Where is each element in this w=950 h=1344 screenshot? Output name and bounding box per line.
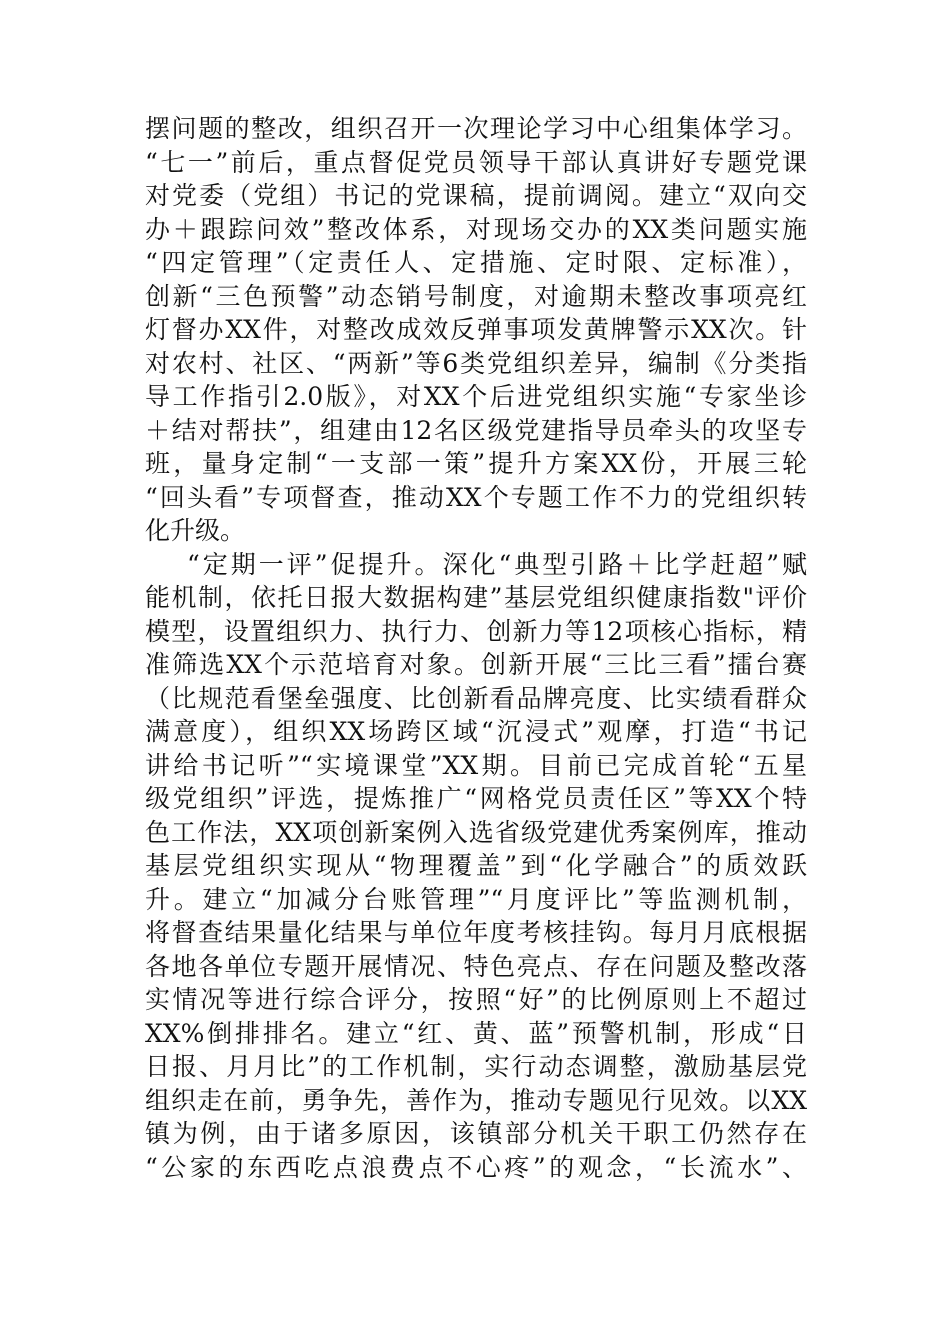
text-line: “回头看”专项督查，推动XX个专题工作不力的党组织转 bbox=[145, 482, 807, 512]
text-line: 对党委（党组）书记的党课稿，提前调阅。建立“双向交 bbox=[145, 181, 807, 210]
text-line: 化升级。 bbox=[145, 516, 246, 545]
text-line: 能机制，依托日报大数据构建”基层党组织健康指数"评价 bbox=[145, 583, 807, 612]
text-line: 准筛选XX个示范培育对象。创新开展“三比三看”擂台赛 bbox=[145, 650, 807, 679]
text-line: 基层党组织实现从“物理覆盖”到“化学融合”的质效跃 bbox=[145, 851, 807, 880]
text-line: 实情况等进行综合评分，按照“好”的比例原则上不超过 bbox=[145, 985, 807, 1014]
text-line: 摆问题的整改，组织召开一次理论学习中心组集体学习。 bbox=[145, 114, 807, 143]
text-line: 满意度），组织XX场跨区域“沉浸式”观摩，打造“书记 bbox=[145, 717, 807, 746]
text-line: ＋结对帮扶”，组建由12名区级党建指导员牵头的攻坚专 bbox=[145, 415, 807, 445]
text-line: 导工作指引2.0版》，对XX个后进党组织实施“专家坐诊 bbox=[145, 382, 807, 411]
text-line: 创新“三色预警”动态销号制度，对逾期未整改事项亮红 bbox=[145, 281, 807, 311]
body-text bbox=[145, 112, 807, 1184]
text-line: “七一”前后，重点督促党员领导干部认真讲好专题党课 bbox=[145, 147, 807, 177]
text-line: “四定管理”（定责任人、定措施、定时限、定标准）， bbox=[145, 248, 807, 277]
text-line: XX%倒排排名。建立“红、黄、蓝”预警机制，形成“日 bbox=[145, 1018, 807, 1048]
text-line: 日报、月月比”的工作机制，实行动态调整，激励基层党 bbox=[145, 1052, 807, 1081]
text-line: 级党组织”评选，提炼推广“网格党员责任区”等XX个特 bbox=[145, 784, 807, 813]
text-line: 模型，设置组织力、执行力、创新力等12项核心指标，精 bbox=[145, 616, 807, 646]
text-line: 办＋跟踪问效”整改体系，对现场交办的XX类问题实施 bbox=[145, 214, 807, 244]
text-line: 色工作法，XX项创新案例入选省级党建优秀案例库，推动 bbox=[145, 817, 807, 847]
text-line: 组织走在前，勇争先，善作为，推动专题见行见效。以XX bbox=[145, 1085, 807, 1115]
paragraph-start-line: “定期一评”促提升。深化“典型引路＋比学赶超”赋 bbox=[187, 549, 807, 579]
text-line: “公家的东西吃点浪费点不心疼”的观念，“长流水”、 bbox=[145, 1152, 807, 1182]
text-line: 镇为例，由于诸多原因，该镇部分机关干职工仍然存在 bbox=[145, 1119, 807, 1148]
text-line: 各地各单位专题开展情况、特色亮点、存在问题及整改落 bbox=[145, 951, 807, 981]
text-line: 对农村、社区、“两新”等6类党组织差异，编制《分类指 bbox=[145, 348, 807, 378]
text-line: （比规范看堡垒强度、比创新看品牌亮度、比实绩看群众 bbox=[145, 683, 807, 713]
text-line: 升。建立“加减分台账管理”“月度评比”等监测机制， bbox=[145, 884, 807, 914]
text-line: 讲给书记听”“实境课堂”XX期。目前已完成首轮“五星 bbox=[145, 750, 807, 780]
text-line: 灯督办XX件，对整改成效反弹事项发黄牌警示XX次。针 bbox=[145, 315, 807, 344]
text-line: 班，量身定制“一支部一策”提升方案XX份，开展三轮 bbox=[145, 449, 807, 478]
text-line: 将督查结果量化结果与单位年度考核挂钩。每月月底根据 bbox=[145, 918, 807, 947]
